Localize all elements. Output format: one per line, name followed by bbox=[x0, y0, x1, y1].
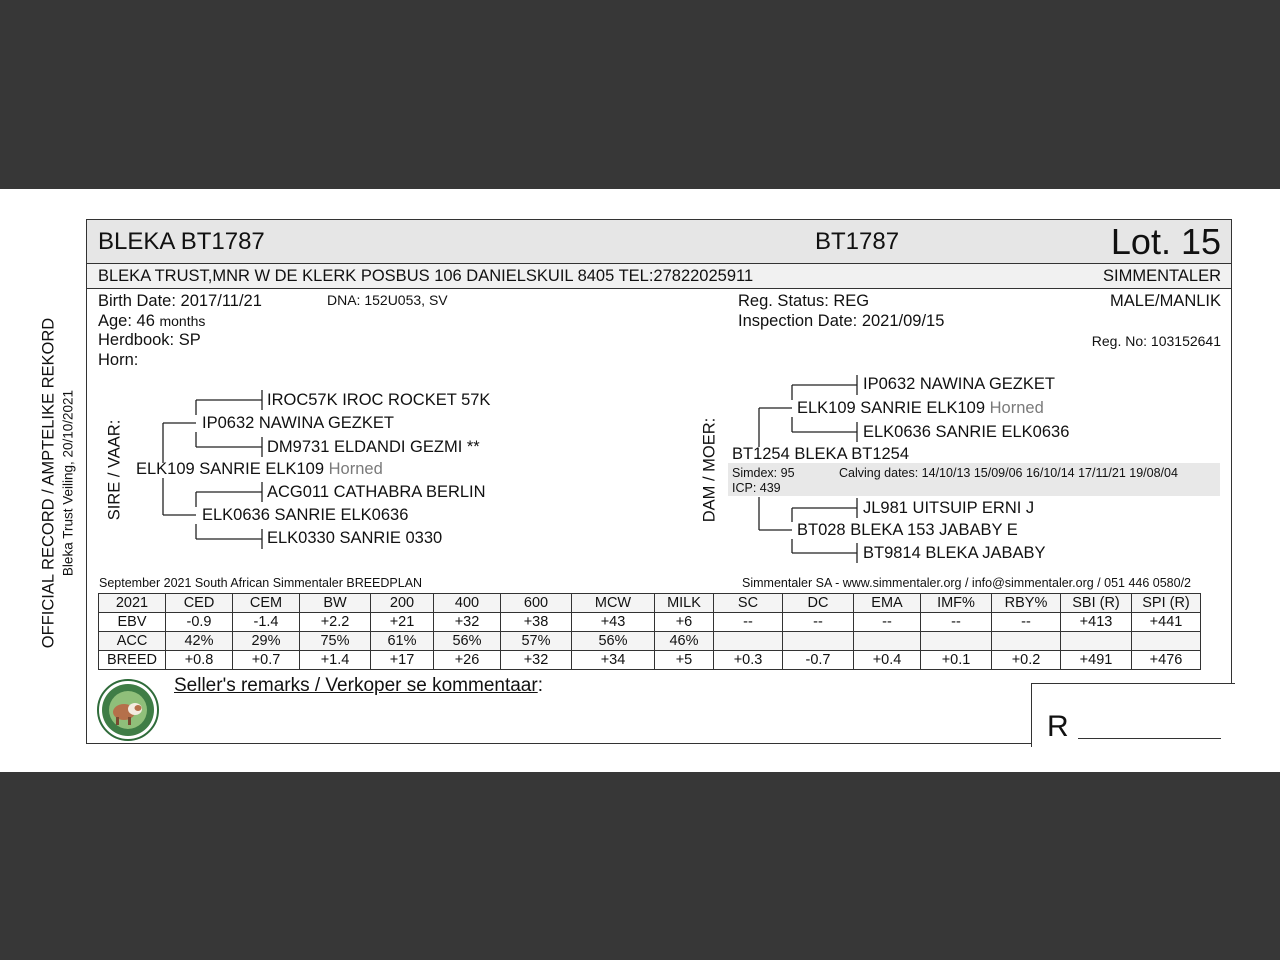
ebv-row bbox=[99, 651, 1201, 670]
ebv-cell bbox=[1061, 632, 1132, 651]
dam-dam: BT028 BLEKA 153 JABABY E bbox=[797, 521, 1018, 539]
ebv-header-cell: BW bbox=[300, 594, 371, 613]
dam-label: DAM / MOER: bbox=[700, 417, 719, 523]
ebv-cell: -0.7 bbox=[783, 651, 854, 670]
ebv-cell: +413 bbox=[1061, 613, 1132, 632]
ebv-header-cell: 200 bbox=[371, 594, 434, 613]
ebv-header-cell: MCW bbox=[572, 594, 655, 613]
dam-name: BT1254 BLEKA BT1254 bbox=[732, 445, 910, 463]
simmentaler-logo-icon bbox=[97, 679, 159, 741]
sire-sire: IP0632 NAWINA GEZKET bbox=[202, 414, 394, 432]
ebv-cell: -- bbox=[854, 613, 921, 632]
ebv-cell: BREED bbox=[99, 651, 166, 670]
ebv-cell: +2.2 bbox=[300, 613, 371, 632]
ebv-cell: -- bbox=[992, 613, 1061, 632]
ebv-cell: +5 bbox=[655, 651, 714, 670]
ebv-cell: +0.3 bbox=[714, 651, 783, 670]
ebv-cell: EBV bbox=[99, 613, 166, 632]
dam-sire-horned: Horned bbox=[989, 399, 1044, 417]
ebv-header-cell: CED bbox=[166, 594, 233, 613]
herdbook: Herdbook: SP bbox=[98, 331, 201, 349]
sire-dam-dam: ELK0330 SANRIE 0330 bbox=[267, 529, 443, 547]
icp: ICP: 439 bbox=[732, 481, 781, 495]
ebv-header-cell: SC bbox=[714, 594, 783, 613]
reg-status: Reg. Status: REG bbox=[738, 292, 870, 310]
seller-remarks bbox=[174, 675, 543, 697]
dna: DNA: 152U053, SV bbox=[327, 292, 448, 308]
dam-dam-dam: BT9814 BLEKA JABABY bbox=[863, 544, 1046, 562]
ebv-cell: -- bbox=[714, 613, 783, 632]
ebv-cell: 61% bbox=[371, 632, 434, 651]
sire-sire-sire: IROC57K IROC ROCKET 57K bbox=[267, 391, 491, 409]
ebv-cell: +0.1 bbox=[921, 651, 992, 670]
auction-label: Bleka Trust Veiling, 20/10/2021 bbox=[60, 389, 76, 577]
ebv-header-cell: IMF% bbox=[921, 594, 992, 613]
simdex: Simdex: 95 bbox=[732, 466, 795, 480]
ebv-table bbox=[98, 593, 1201, 670]
ebv-header-cell: CEM bbox=[233, 594, 300, 613]
birth-date: Birth Date: 2017/11/21 bbox=[98, 292, 262, 310]
ebv-cell: +441 bbox=[1132, 613, 1201, 632]
ebv-cell: 75% bbox=[300, 632, 371, 651]
ebv-cell: +6 bbox=[655, 613, 714, 632]
ebv-cell bbox=[921, 632, 992, 651]
ebv-cell: +0.7 bbox=[233, 651, 300, 670]
ebv-cell: 57% bbox=[501, 632, 572, 651]
ebv-cell: +21 bbox=[371, 613, 434, 632]
ebv-row bbox=[99, 594, 1201, 613]
calving-dates: Calving dates: 14/10/13 15/09/06 16/10/14 17/11/21 19/08/04 bbox=[839, 466, 1178, 480]
ebv-cell: +43 bbox=[572, 613, 655, 632]
ebv-cell: 46% bbox=[655, 632, 714, 651]
ebv-cell: 56% bbox=[572, 632, 655, 651]
sire-name bbox=[136, 460, 383, 479]
ebv-cell: +476 bbox=[1132, 651, 1201, 670]
animal-code: BT1787 bbox=[815, 228, 900, 255]
price-currency: R bbox=[1047, 710, 1069, 743]
ebv-header-cell: 2021 bbox=[99, 594, 166, 613]
ebv-header-cell: SBI (R) bbox=[1061, 594, 1132, 613]
sex: MALE/MANLIK bbox=[1110, 292, 1221, 310]
ebv-cell: +17 bbox=[371, 651, 434, 670]
ebv-header-cell: SPI (R) bbox=[1132, 594, 1201, 613]
ebv-cell bbox=[992, 632, 1061, 651]
seller-remarks-colon: : bbox=[537, 675, 543, 696]
ebv-cell: +0.2 bbox=[992, 651, 1061, 670]
ebv-cell: -0.9 bbox=[166, 613, 233, 632]
ebv-cell: ACC bbox=[99, 632, 166, 651]
sire-dam-sire: ACG011 CATHABRA BERLIN bbox=[267, 483, 486, 501]
ebv-cell: -- bbox=[783, 613, 854, 632]
ebv-cell: +0.8 bbox=[166, 651, 233, 670]
ebv-cell: -1.4 bbox=[233, 613, 300, 632]
ebv-cell: +32 bbox=[434, 613, 501, 632]
official-record-label: OFFICIAL RECORD / AMPTELIKE REKORD bbox=[39, 317, 58, 649]
ebv-cell: 56% bbox=[434, 632, 501, 651]
dam-sire-sire: IP0632 NAWINA GEZKET bbox=[863, 375, 1055, 393]
horn: Horn: bbox=[98, 351, 139, 369]
ebv-cell bbox=[714, 632, 783, 651]
price-input-line[interactable] bbox=[1078, 738, 1221, 739]
ebv-cell: +38 bbox=[501, 613, 572, 632]
breed-label: SIMMENTALER bbox=[1103, 267, 1221, 285]
ebv-cell: +491 bbox=[1061, 651, 1132, 670]
ebv-header-cell: 600 bbox=[501, 594, 572, 613]
ebv-header-cell: MILK bbox=[655, 594, 714, 613]
ebv-cell bbox=[783, 632, 854, 651]
ebv-cell: 42% bbox=[166, 632, 233, 651]
age-unit: months bbox=[159, 313, 206, 329]
dam-sire-dam: ELK0636 SANRIE ELK0636 bbox=[863, 423, 1070, 441]
inspection-date: Inspection Date: 2021/09/15 bbox=[738, 312, 945, 330]
ebv-header-cell: EMA bbox=[854, 594, 921, 613]
breedplan-title: September 2021 South African Simmentaler BREEDPLAN bbox=[99, 576, 423, 590]
ebv-header-cell: 400 bbox=[434, 594, 501, 613]
owner-details: BLEKA TRUST,MNR W DE KLERK POSBUS 106 DANIELSKUIL 8405 TEL:27822025911 bbox=[98, 267, 754, 285]
dam-sire bbox=[797, 399, 1044, 418]
sire-name-text: ELK109 SANRIE ELK109 bbox=[136, 460, 325, 478]
ebv-cell bbox=[854, 632, 921, 651]
breedplan-contact: Simmentaler SA - www.simmentaler.org / info@simmentaler.org / 051 446 0580/2 bbox=[742, 576, 1192, 590]
reg-number: Reg. No: 103152641 bbox=[1091, 333, 1221, 349]
sire-horned: Horned bbox=[328, 460, 383, 478]
ebv-cell: 29% bbox=[233, 632, 300, 651]
ebv-cell: +0.4 bbox=[854, 651, 921, 670]
ebv-header-cell: DC bbox=[783, 594, 854, 613]
sire-label: SIRE / VAAR: bbox=[105, 419, 124, 521]
ebv-cell: +32 bbox=[501, 651, 572, 670]
age-value: Age: 46 bbox=[98, 312, 155, 330]
ebv-header-cell: RBY% bbox=[992, 594, 1061, 613]
sire-sire-dam: DM9731 ELDANDI GEZMI ** bbox=[267, 438, 480, 456]
dam-sire-text: ELK109 SANRIE ELK109 bbox=[797, 399, 986, 417]
ebv-cell: +34 bbox=[572, 651, 655, 670]
lot-number: Lot. 15 bbox=[1110, 221, 1221, 262]
ebv-cell: +26 bbox=[434, 651, 501, 670]
ebv-cell: +1.4 bbox=[300, 651, 371, 670]
ebv-row bbox=[99, 613, 1201, 632]
ebv-row bbox=[99, 632, 1201, 651]
seller-remarks-label: Seller's remarks / Verkoper se kommentaar bbox=[174, 675, 538, 696]
animal-name: BLEKA BT1787 bbox=[98, 228, 265, 255]
dam-dam-sire: JL981 UITSUIP ERNI J bbox=[863, 499, 1035, 517]
ebv-cell: -- bbox=[921, 613, 992, 632]
sire-dam: ELK0636 SANRIE ELK0636 bbox=[202, 506, 409, 524]
ebv-cell bbox=[1132, 632, 1201, 651]
